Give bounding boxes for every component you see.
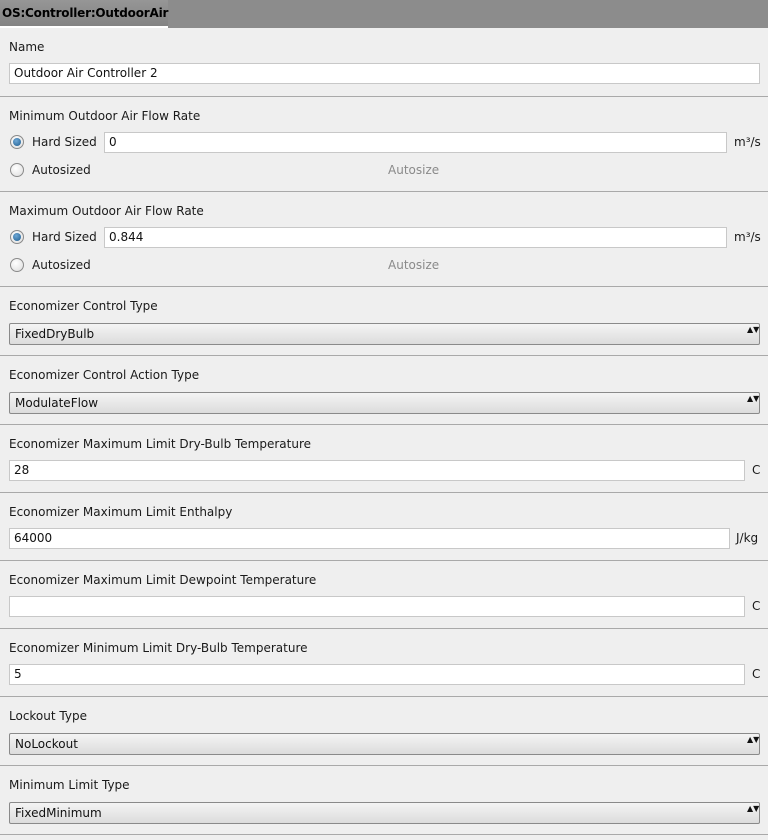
dropdown-arrows-icon: ▲▼	[747, 394, 760, 403]
dropdown-arrows-icon: ▲▼	[747, 325, 760, 334]
econ-max-enthalpy-label: Economizer Maximum Limit Enthalpy	[9, 505, 233, 519]
econ-control-type-dropdown[interactable]	[9, 323, 760, 345]
dropdown-arrows-icon: ▲▼	[747, 735, 760, 744]
min-oa-section	[0, 97, 768, 192]
name-section	[0, 28, 768, 97]
tab-outdoor-air-controller[interactable]: OS:Controller:OutdoorAir	[0, 0, 168, 28]
min-limit-type-value: FixedMinimum	[15, 806, 102, 820]
window-header	[0, 0, 768, 28]
min-limit-type-label: Minimum Limit Type	[9, 778, 130, 792]
econ-control-type-label: Economizer Control Type	[9, 299, 158, 313]
max-oa-section	[0, 192, 768, 287]
econ-control-type-value: FixedDryBulb	[15, 327, 95, 341]
min-oa-autosized-radio[interactable]	[10, 163, 24, 177]
econ-max-db-section	[0, 425, 768, 493]
econ-min-db-field[interactable]: 5	[9, 664, 745, 685]
min-oa-autosize-text: Autosize	[388, 163, 440, 177]
min-limit-type-dropdown[interactable]	[9, 802, 760, 824]
econ-action-type-value: ModulateFlow	[15, 396, 99, 410]
max-oa-unit: m³/s	[734, 230, 761, 244]
min-oa-hard-sized-radio[interactable]	[10, 135, 24, 149]
min-limit-type-section	[0, 766, 768, 835]
econ-max-dewpoint-field[interactable]	[9, 596, 745, 617]
econ-action-type-label: Economizer Control Action Type	[9, 368, 200, 382]
min-oa-hard-sized-label: Hard Sized	[32, 135, 97, 149]
econ-min-db-label: Economizer Minimum Limit Dry-Bulb Temperature	[9, 641, 308, 655]
econ-control-type-section	[0, 287, 768, 356]
max-oa-hard-sized-radio[interactable]	[10, 230, 24, 244]
min-oa-label: Minimum Outdoor Air Flow Rate	[9, 109, 201, 123]
lockout-type-dropdown[interactable]	[9, 733, 760, 755]
min-oa-unit: m³/s	[734, 135, 761, 149]
name-label: Name	[9, 40, 45, 54]
econ-action-type-section	[0, 356, 768, 425]
max-oa-autosize-text: Autosize	[388, 258, 440, 272]
econ-max-db-label: Economizer Maximum Limit Dry-Bulb Temperature	[9, 437, 312, 451]
econ-max-db-field[interactable]: 28	[9, 460, 745, 481]
econ-max-dewpoint-section	[0, 561, 768, 629]
max-oa-autosized-radio[interactable]	[10, 258, 24, 272]
econ-max-dewpoint-label: Economizer Maximum Limit Dewpoint Temperature	[9, 573, 317, 587]
econ-max-enthalpy-unit: J/kg	[736, 531, 759, 545]
econ-action-type-dropdown[interactable]	[9, 392, 760, 414]
max-oa-label: Maximum Outdoor Air Flow Rate	[9, 204, 204, 218]
max-oa-value-field[interactable]: 0.844	[104, 227, 727, 248]
econ-max-enthalpy-section	[0, 493, 768, 561]
min-oa-value-field[interactable]: 0	[104, 132, 727, 153]
dropdown-arrows-icon: ▲▼	[747, 804, 760, 813]
lockout-type-label: Lockout Type	[9, 709, 87, 723]
lockout-type-value: NoLockout	[15, 737, 78, 751]
lockout-type-section	[0, 697, 768, 766]
name-field[interactable]: Outdoor Air Controller 2	[9, 63, 760, 84]
econ-max-enthalpy-field[interactable]: 64000	[9, 528, 730, 549]
econ-max-db-unit: C	[752, 463, 761, 477]
econ-min-db-section	[0, 629, 768, 697]
max-oa-hard-sized-label: Hard Sized	[32, 230, 97, 244]
econ-max-dewpoint-unit: C	[752, 599, 761, 613]
econ-min-db-unit: C	[752, 667, 761, 681]
max-oa-autosized-label: Autosized	[32, 258, 91, 272]
min-oa-autosized-label: Autosized	[32, 163, 91, 177]
